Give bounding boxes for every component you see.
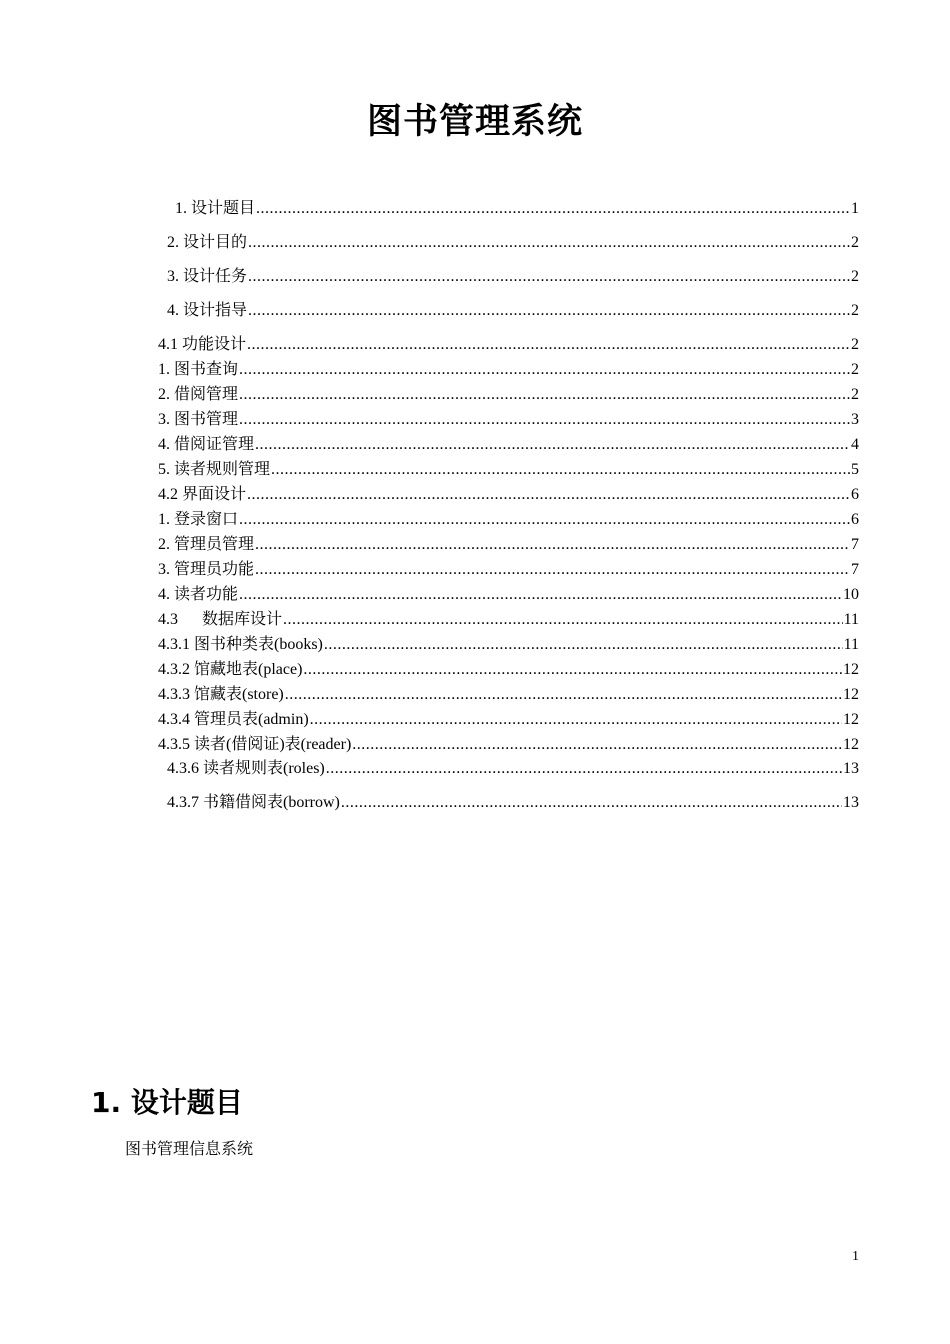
toc-entry-text: 4.3.6 读者规则表(roles) (167, 760, 325, 777)
toc-entry-text: 4.3.4 管理员表(admin) (158, 711, 309, 728)
toc-entry[interactable] (158, 334, 859, 356)
toc-entry[interactable] (158, 384, 859, 406)
toc-entry[interactable] (158, 534, 859, 556)
toc-entry-text: 4.3.1 图书种类表(books) (158, 636, 323, 653)
toc-entry-page: 12 (843, 736, 859, 753)
toc-entry[interactable] (167, 266, 859, 288)
toc-leader (326, 758, 842, 780)
toc-entry-page: 7 (851, 561, 859, 578)
toc-entry[interactable] (158, 509, 859, 531)
toc-entry-page: 2 (851, 386, 859, 403)
toc-entry-text: 4.3 数据库设计 (158, 611, 283, 628)
toc-entry-text: 4.3.5 读者(借阅证)表(reader) (158, 736, 352, 753)
toc-leader (255, 559, 850, 581)
toc-entry[interactable] (158, 684, 859, 706)
toc-entry-text: 4. 设计指导 (167, 302, 248, 319)
toc-entry[interactable] (158, 584, 859, 606)
toc-leader (248, 300, 850, 322)
toc-entry-text: 1. 图书查询 (158, 361, 239, 378)
toc-entry[interactable] (158, 709, 859, 731)
toc-leader (239, 384, 850, 406)
toc-entry-text: 3. 图书管理 (158, 411, 239, 428)
toc-entry-text: 4. 借阅证管理 (158, 436, 255, 453)
toc-entry-page: 2 (851, 268, 859, 285)
toc-leader (239, 359, 850, 381)
toc-entry-page: 11 (843, 611, 859, 628)
toc-entry-text: 4. 读者功能 (158, 586, 239, 603)
toc-leader (256, 198, 850, 220)
toc-entry[interactable] (158, 459, 859, 481)
toc-entry-text: 4.1 功能设计 (158, 336, 247, 353)
toc-leader (271, 459, 850, 481)
toc-entry-page: 2 (851, 361, 859, 378)
toc-leader (247, 334, 850, 356)
toc-entry[interactable] (158, 359, 859, 381)
toc-entry-page: 6 (851, 511, 859, 528)
section-heading: 1. 设计题目 (91, 1086, 243, 1119)
toc-entry-text: 5. 读者规则管理 (158, 461, 271, 478)
toc-leader (285, 684, 842, 706)
toc-entry[interactable] (158, 559, 859, 581)
toc-entry-text: 1. 设计题目 (175, 200, 256, 217)
toc-entry-page: 6 (851, 486, 859, 503)
document-title: 图书管理系统 (366, 102, 583, 142)
toc-entry-text: 4.2 界面设计 (158, 486, 247, 503)
toc-entry-page: 13 (843, 760, 859, 777)
toc-entry-text: 2. 设计目的 (167, 234, 248, 251)
toc-leader (239, 584, 842, 606)
toc-leader (283, 609, 843, 631)
toc-leader (247, 484, 850, 506)
page-number: 1 (852, 1249, 859, 1264)
toc-entry-page: 11 (843, 636, 859, 653)
toc-entry-text: 3. 设计任务 (167, 268, 248, 285)
toc-entry-page: 2 (851, 336, 859, 353)
toc-entry-text: 4.3.2 馆藏地表(place) (158, 661, 303, 678)
toc-entry-page: 3 (851, 411, 859, 428)
toc-leader (324, 634, 843, 656)
toc-entry[interactable] (158, 734, 859, 756)
toc-entry[interactable] (167, 792, 859, 814)
toc-entry[interactable] (158, 484, 859, 506)
toc-leader (239, 509, 850, 531)
toc-entry-page: 13 (843, 794, 859, 811)
toc-entry-page: 12 (843, 711, 859, 728)
toc-entry[interactable] (158, 634, 859, 656)
toc-entry-page: 12 (843, 661, 859, 678)
toc-entry-page: 2 (851, 234, 859, 251)
section-body-text: 图书管理信息系统 (125, 1141, 254, 1158)
toc-leader (341, 792, 842, 814)
toc-leader (303, 659, 842, 681)
toc-entry-page: 7 (851, 536, 859, 553)
toc-entry[interactable] (158, 609, 859, 631)
toc-leader (255, 434, 850, 456)
toc-leader (239, 409, 850, 431)
toc-entry[interactable] (167, 300, 859, 322)
toc-entry-page: 4 (851, 436, 859, 453)
toc-entry[interactable] (167, 232, 859, 254)
toc-entry[interactable] (175, 198, 859, 220)
toc-entry-text: 4.3.7 书籍借阅表(borrow) (167, 794, 340, 811)
toc-entry[interactable] (167, 758, 859, 780)
toc-leader (352, 734, 842, 756)
toc-leader (248, 266, 850, 288)
toc-entry-text: 3. 管理员功能 (158, 561, 255, 578)
toc-entry-page: 1 (851, 200, 859, 217)
toc-entry-text: 2. 借阅管理 (158, 386, 239, 403)
toc-entry-page: 2 (851, 302, 859, 319)
toc-entry[interactable] (158, 434, 859, 456)
toc-entry[interactable] (158, 659, 859, 681)
toc-entry-text: 1. 登录窗口 (158, 511, 239, 528)
toc-entry-page: 12 (843, 686, 859, 703)
toc-entry[interactable] (158, 409, 859, 431)
toc-leader (310, 709, 842, 731)
toc-entry-page: 10 (843, 586, 859, 603)
toc-entry-text: 4.3.3 馆藏表(store) (158, 686, 284, 703)
toc-leader (255, 534, 850, 556)
toc-leader (248, 232, 850, 254)
toc-entry-page: 5 (851, 461, 859, 478)
toc-entry-text: 2. 管理员管理 (158, 536, 255, 553)
